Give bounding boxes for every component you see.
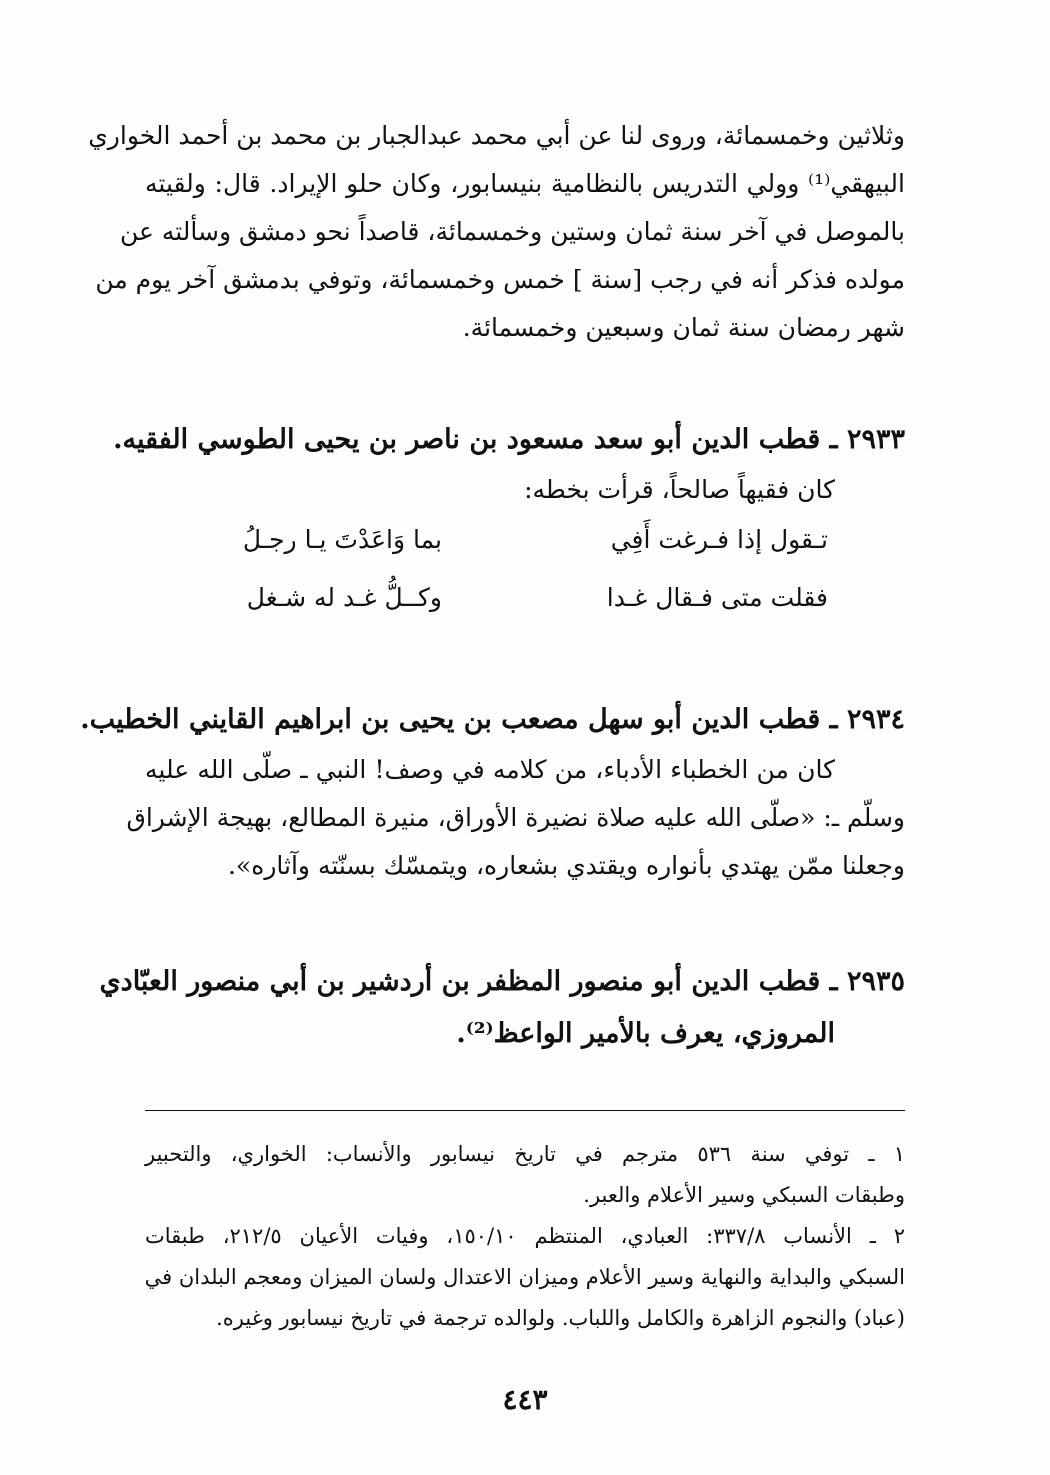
entry-text: كان فقيهاً صالحاً، قرأت بخطه: bbox=[524, 475, 835, 504]
entry-heading: ٢٩٣٤ ـ قطب الدين أبو سهل مصعب بن يحيى بن ابراهيم القايني الخطيب. bbox=[80, 704, 905, 735]
intro-paragraph bbox=[88, 112, 905, 352]
footnote-line: السبكي والبداية والنهاية وسير الأعلام وميزان الاعتدال ولسان الميزان ومعجم البلدان في bbox=[144, 1265, 905, 1289]
footnote-line: ٢ ـ الأنساب ٣٣٧/٨: العبادي، المنتظم ١٥٠/١٠، وفيات الأعيان ٢١٢/٥، طبقات bbox=[145, 1224, 905, 1248]
verse-1-second-hemistich: بما وَاعَدْتَ يـا رجـلُ bbox=[242, 525, 442, 554]
entry-heading: ٢٩٣٥ ـ قطب الدين أبو منصور المظفر بن أردشير بن أبي منصور العبّادي bbox=[99, 966, 905, 997]
footnote-line: ١ ـ توفي سنة ٥٣٦ مترجم في تاريخ نيسابور والأنساب: الخواري، والتحبير bbox=[145, 1142, 905, 1166]
text-line: وسلّم ـ: «صلّى الله عليه صلاة نضيرة الأوراق، منيرة المطالع، بهيجة الإشراق bbox=[126, 803, 905, 832]
entry-heading-continuation: المروزي، يعرف بالأمير الواعظ⁽²⁾. bbox=[456, 1018, 835, 1049]
text-line: وثلاثين وخمسمائة، وروى لنا عن أبي محمد عبدالجبار بن محمد بن أحمد الخواري bbox=[88, 121, 905, 150]
text-line: بالموصل في آخر سنة ثمان وستين وخمسمائة، قاصداً نحو دمشق وسألته عن bbox=[119, 217, 905, 246]
entry-2933 bbox=[113, 414, 905, 514]
entry-2934 bbox=[80, 694, 905, 890]
text-line: وجعلنا ممّن يهتدي بأنواره ويقتدي بشعاره، ويتمسّك بسنّته وآثاره». bbox=[227, 851, 905, 880]
footnotes bbox=[145, 1134, 905, 1339]
page-number: ٤٤٣ bbox=[502, 1383, 548, 1416]
entry-heading: ٢٩٣٣ ـ قطب الدين أبو سعد مسعود بن ناصر بن يحيى الطوسي الفقيه. bbox=[113, 424, 905, 455]
entry-2935 bbox=[99, 956, 905, 1060]
text-line: شهر رمضان سنة ثمان وسبعين وخمسمائة. bbox=[462, 313, 905, 342]
verse-1-first-hemistich: تـقول إذا فـرغت أَفِي bbox=[610, 525, 828, 554]
text-line: كان من الخطباء الأدباء، من كلامه في وصف! النبي ـ صلّى الله عليه bbox=[145, 755, 835, 784]
text-line: البيهقي⁽¹⁾ وولي التدريس بالنظامية بنيسابور، وكان حلو الإيراد. قال: ولقيته bbox=[145, 169, 905, 198]
footnote-separator bbox=[145, 1110, 905, 1111]
footnote-line: (عباد) والنجوم الزاهرة والكامل واللباب. ولوالده ترجمة في تاريخ نيسابور وغيره. bbox=[216, 1306, 905, 1330]
footnote-line: وطبقات السبكي وسير الأعلام والعبر. bbox=[583, 1183, 905, 1207]
verse-2-second-hemistich: وكــلُّ غـد له شـغل bbox=[246, 583, 442, 612]
verse-2-first-hemistich: فقلت متى فـقال غـدا bbox=[606, 583, 828, 612]
text-line: مولده فذكر أنه في رجب [سنة ] خمس وخمسمائة، وتوفي بدمشق آخر يوم من bbox=[95, 265, 905, 294]
